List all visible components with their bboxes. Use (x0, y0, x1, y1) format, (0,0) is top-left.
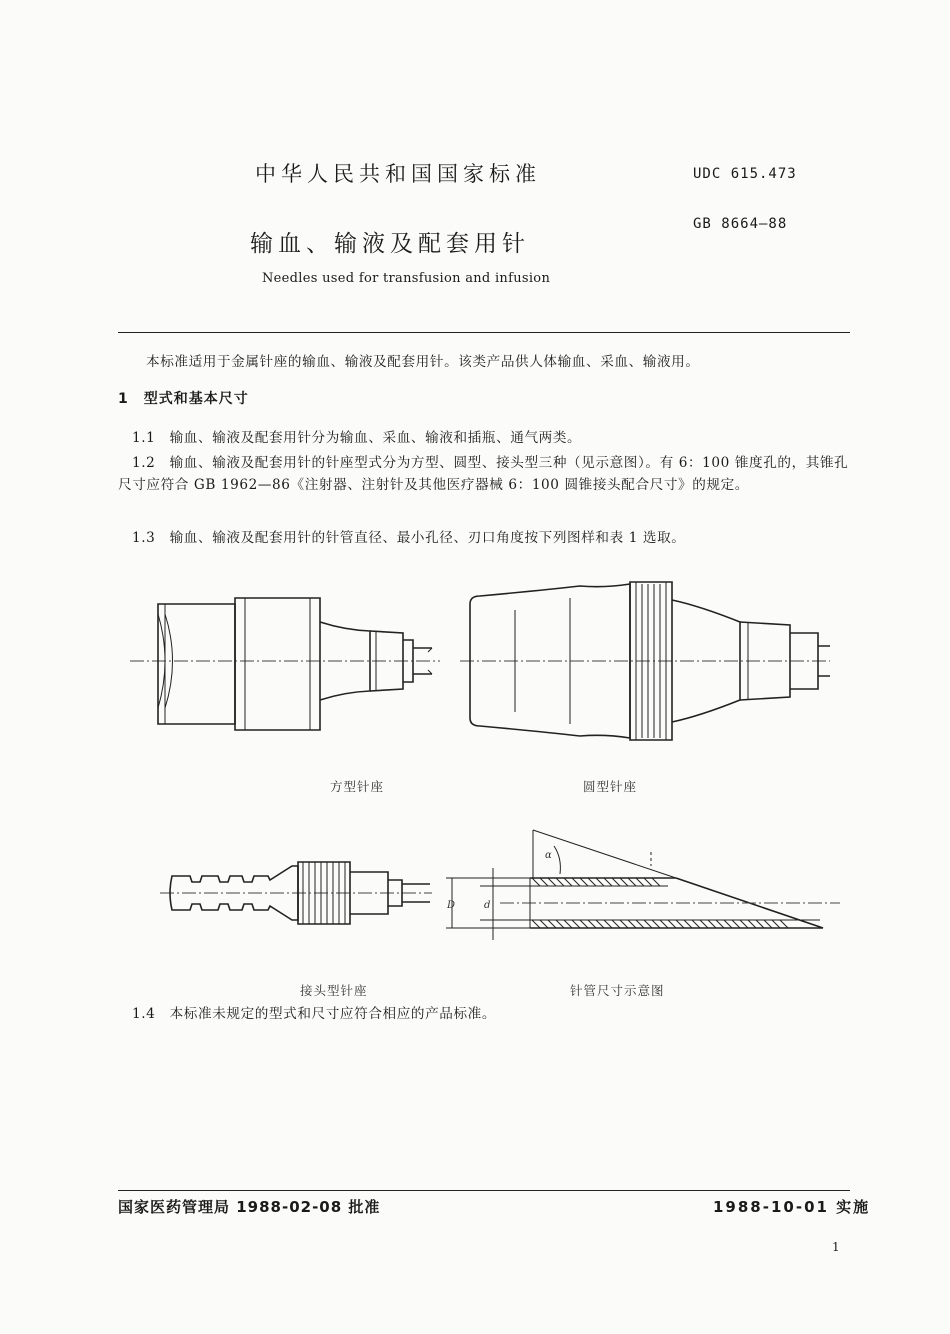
intro-paragraph: 本标准适用于金属针座的输血、输液及配套用针。该类产品供人体输血、采血、输液用。 (146, 354, 700, 370)
footer-divider (118, 1190, 850, 1191)
approval-line: 国家医药管理局 1988-02-08 批准 (118, 1198, 381, 1216)
clause-1-2: 1.2 输血、输液及配套用针的针座型式分为方型、圆型、接头型三种（见示意图）。有 6：100 锥度孔的，其锥孔尺寸应符合 GB 1962—86《注射器、注射针及其他医疗器械 6：100 圆锥接头配合尺寸》的规定。 (118, 455, 849, 493)
alpha-label: α (545, 850, 552, 861)
needle-tube-dims-drawing (446, 830, 840, 940)
effective-date: 1988-10-01 实施 (713, 1198, 871, 1216)
clause-1-4: 1.4 本标准未规定的型式和尺寸应符合相应的产品标准。 (132, 1006, 497, 1022)
section-1-heading: 1 型式和基本尺寸 (118, 391, 249, 407)
udc-code: UDC 615.473 (693, 166, 797, 182)
caption-needle-dims: 针管尺寸示意图 (570, 983, 665, 998)
page-number: 1 (832, 1240, 840, 1254)
outer-diameter-label: D (447, 900, 456, 911)
connector-hub-drawing (160, 862, 432, 924)
round-hub-drawing (460, 582, 830, 740)
document-title-chinese: 输血、输液及配套用针 (250, 231, 530, 257)
caption-round-hub: 圆型针座 (583, 779, 638, 794)
gb-code: GB 8664—88 (693, 216, 788, 232)
caption-connector-hub: 接头型针座 (300, 983, 368, 998)
standard-type-heading: 中华人民共和国国家标准 (255, 162, 541, 186)
clause-1-3: 1.3 输血、输液及配套用针的针管直径、最小孔径、刃口角度按下列图样和表 1 选取。 (132, 530, 686, 546)
document-title-english: Needles used for transfusion and infusion (262, 271, 551, 286)
caption-square-hub: 方型针座 (330, 779, 385, 794)
clause-1-1: 1.1 输血、输液及配套用针分为输血、采血、输液和插瓶、通气两类。 (132, 430, 582, 446)
square-hub-drawing (130, 598, 440, 730)
inner-diameter-label: d (484, 900, 491, 911)
